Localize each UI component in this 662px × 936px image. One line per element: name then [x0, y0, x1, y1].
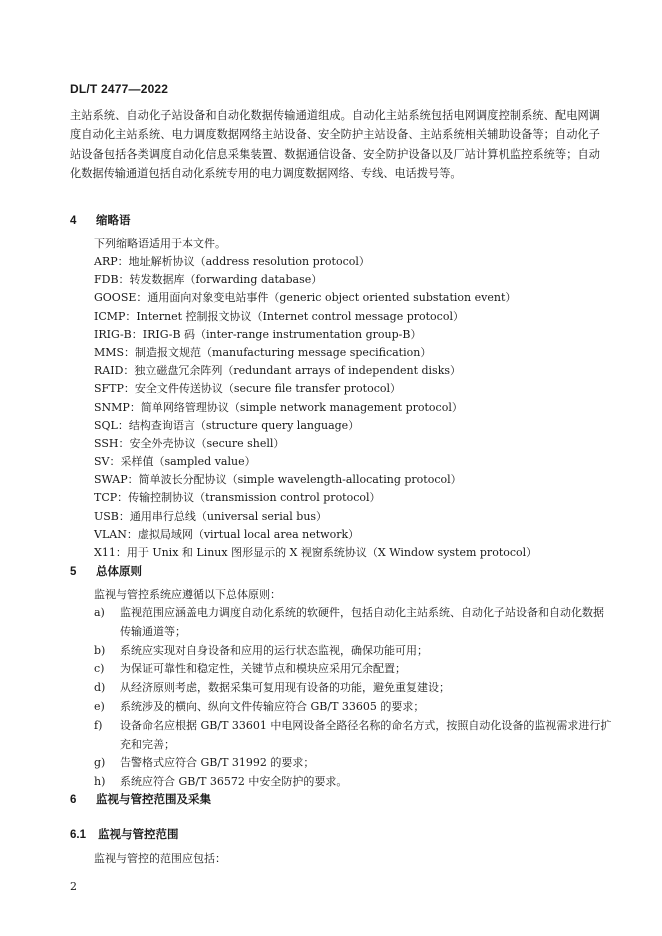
abbreviation-item: SQL：结构查询语言（structure query language） [94, 418, 360, 432]
section-5-title: 总体原则 [96, 566, 142, 578]
abbreviation-item: SNMP：简单网络管理协议（simple network management protocol） [94, 400, 463, 414]
item-text: 从经济原则考虑，数据采集可复用现有设备的功能，避免重复建设； [120, 681, 450, 695]
item-label: e) [94, 699, 105, 713]
item-label: c) [94, 662, 105, 676]
standard-code: DL/T 2477—2022 [70, 82, 169, 96]
section-6-heading [70, 791, 211, 807]
abbreviation-item: TCP：传输控制协议（transmission control protocol） [94, 491, 381, 505]
principle-item [94, 660, 614, 679]
abbreviation-item: SFTP：安全文件传送协议（secure file transfer protocol） [94, 382, 402, 396]
item-text: 设备命名应根据 GB/T 33601 中电网设备全路径名称的命名方式，按照自动化设备的监视需求进行扩充和完善； [120, 718, 612, 751]
section-5-heading [70, 563, 142, 579]
section-5-intro: 监视与管控系统应遵循以下总体原则： [94, 588, 281, 601]
section-6-1-heading [70, 826, 179, 842]
principle-item [94, 679, 614, 698]
page-number: 2 [70, 880, 77, 893]
item-text: 系统应实现对自身设备和应用的运行状态监视，确保功能可用； [120, 643, 428, 657]
abbreviation-item: SSH：安全外壳协议（secure shell） [94, 436, 285, 450]
item-label: d) [94, 681, 106, 695]
item-text: 系统应符合 GB/T 36572 中安全防护的要求。 [120, 775, 348, 789]
principles-list [94, 604, 614, 792]
abbreviation-item: RAID：独立磁盘冗余阵列（redundant arrays of independent disks） [94, 364, 462, 378]
abbreviation-item: USB：通用串行总线（universal serial bus） [94, 509, 328, 523]
section-5-number: 5 [70, 566, 77, 578]
abbreviation-item: ICMP：Internet 控制报文协议（Internet control message protocol） [94, 309, 464, 323]
abbreviation-item: SV：采样值（sampled value） [94, 455, 256, 469]
item-text: 系统涉及的横向、纵向文件传输应符合 GB/T 33605 的要求； [120, 699, 425, 713]
item-label: g) [94, 756, 106, 770]
intro-paragraph: 主站系统、自动化子站设备和自动化数据传输通道组成。自动化主站系统包括电网调度控制系统、配电网调度自动化主站系统、电力调度数据网络主站设备、安全防护主站设备、主站系统相关辅助设备等；自动化子站设备包括各类调度自动化信息采集装置、数据通信设备、安全防护设备以及厂站计算机监控系统等；自动化数据传输通道包括自动化系统专用的电力调度数据网络、专线、电话拨号等。 [70, 109, 600, 181]
principle-item [94, 642, 614, 661]
section-4-title: 缩略语 [96, 215, 131, 227]
abbreviation-item: SWAP：简单波长分配协议（simple wavelength-allocating protocol） [94, 473, 462, 487]
section-6-1-number: 6.1 [70, 829, 86, 841]
section-6-1-title: 监视与管控范围 [98, 829, 179, 841]
section-4-number: 4 [70, 215, 77, 227]
item-label: h) [94, 775, 106, 789]
section-6-1-intro: 监视与管控的范围应包括： [94, 852, 226, 865]
abbreviation-item: VLAN：虚拟局域网（virtual local area network） [94, 527, 360, 541]
item-label: b) [94, 643, 106, 657]
item-label: a) [94, 606, 105, 619]
section-4-heading [70, 212, 131, 228]
section-6-number: 6 [70, 794, 77, 806]
item-label: f) [94, 718, 103, 732]
principle-item [94, 604, 614, 642]
abbreviation-item: MMS：制造报文规范（manufacturing message specification） [94, 345, 432, 359]
abbreviation-item: X11：用于 Unix 和 Linux 图形显示的 X 视窗系统协议（X Window system protocol） [94, 546, 538, 559]
principle-item [94, 754, 614, 773]
principle-item [94, 773, 614, 792]
abbreviation-list [94, 253, 537, 562]
abbreviation-item: IRIG-B：IRIG-B 码（inter-range instrumentation group-B） [94, 327, 422, 341]
abbreviation-item: ARP：地址解析协议（address resolution protocol） [94, 255, 370, 268]
abbreviation-item: GOOSE：通用面向对象变电站事件（generic object oriented substation event） [94, 291, 517, 305]
item-text: 告警格式应符合 GB/T 31992 的要求； [120, 756, 315, 770]
section-4-intro: 下列缩略语适用于本文件。 [94, 237, 226, 250]
item-text: 监视范围应涵盖电力调度自动化系统的软硬件，包括自动化主站系统、自动化子站设备和自动化数据传输通道等； [120, 606, 604, 638]
section-6-title: 监视与管控范围及采集 [96, 794, 211, 806]
principle-item [94, 717, 614, 755]
abbreviation-item: FDB：转发数据库（forwarding database） [94, 273, 323, 287]
item-text: 为保证可靠性和稳定性，关键节点和模块应采用冗余配置； [120, 662, 406, 676]
principle-item [94, 698, 614, 717]
